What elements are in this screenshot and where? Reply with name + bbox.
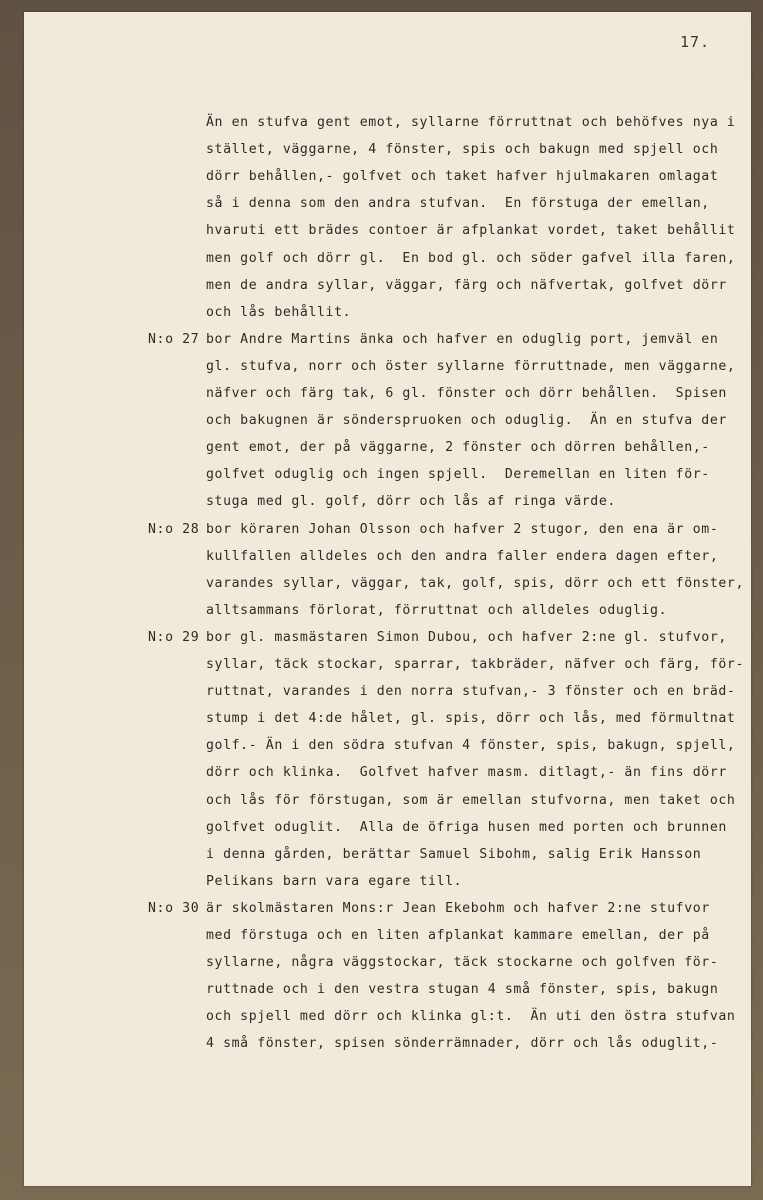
entry-number: N:o 30 — [148, 900, 200, 916]
text-line: och bakugnen är sönderspruoken och oduglig. Än en stufva der — [206, 413, 727, 429]
text-line: syllar, täck stockar, sparrar, takbräder, näfver och färg, för- — [206, 657, 744, 672]
text-line: stället, väggarne, 4 fönster, spis och bakugn med spjell och — [206, 142, 719, 158]
text-line: bor köraren Johan Olsson och hafver 2 stugor, den ena är om- — [206, 521, 719, 537]
text-line: hvaruti ett brädes contoer är afplankat vordet, taket behållit — [206, 223, 736, 239]
text-line: med förstuga och en liten afplankat kammare emellan, der på — [206, 928, 710, 943]
text-line: Än en stufva gent emot, syllarne förruttnat och behöfves nya i — [206, 115, 736, 130]
text-line: golf.- Än i den södra stufvan 4 fönster, spis, bakugn, spjell, — [206, 738, 736, 754]
text-line: dörr behållen,- golfvet och taket hafver hjulmakaren omlagat — [206, 169, 719, 185]
text-line: golfvet oduglit. Alla de öfriga husen med porten och brunnen — [206, 819, 727, 835]
text-line: varandes syllar, väggar, tak, golf, spis, dörr och ett fönster, — [206, 575, 744, 591]
page-number: 17. — [680, 33, 711, 51]
entry-number: N:o 29 — [148, 629, 200, 645]
text-line: men golf och dörr gl. En bod gl. och söder gafvel illa faren, — [206, 250, 736, 266]
text-line: stuga med gl. golf, dörr och lås af ringa värde. — [206, 494, 616, 510]
text-line: stump i det 4:de hålet, gl. spis, dörr och lås, med förmultnat — [206, 711, 736, 727]
text-line: och lås behållit. — [206, 304, 352, 320]
text-line: alltsammans förlorat, förruttnat och alldeles oduglig. — [206, 602, 668, 618]
text-line: gent emot, der på väggarne, 2 fönster och dörren behållen,- — [206, 440, 710, 456]
text-line: golfvet oduglig och ingen spjell. Deremellan en liten för- — [206, 467, 710, 483]
text-line: ruttnade och i den vestra stugan 4 små fönster, spis, bakugn — [206, 982, 719, 998]
text-line: gl. stufva, norr och öster syllarne förruttnade, men väggarne, — [206, 358, 736, 374]
entry-number: N:o 28 — [148, 521, 200, 537]
text-line: och spjell med dörr och klinka gl:t. Än uti den östra stufvan — [206, 1009, 736, 1025]
text-line: näfver och färg tak, 6 gl. fönster och dörr behållen. Spisen — [206, 386, 727, 401]
entry-number: N:o 27 — [148, 331, 200, 347]
text-line: kullfallen alldeles och den andra faller endera dagen efter, — [206, 548, 719, 564]
text-line: 4 små fönster, spisen sönderrämnader, dörr och lås oduglit,- — [206, 1036, 719, 1052]
text-line: är skolmästaren Mons:r Jean Ekebohm och hafver 2:ne stufvor — [206, 900, 710, 916]
text-line: och lås för förstugan, som är emellan stufvorna, men taket och — [206, 792, 736, 808]
text-line: men de andra syllar, väggar, färg och näfvertak, golfvet dörr — [206, 277, 727, 293]
text-line: i denna gården, berättar Samuel Sibohm, salig Erik Hansson — [206, 846, 702, 862]
text-line: bor gl. masmästaren Simon Dubou, och hafver 2:ne gl. stufvor, — [206, 629, 727, 645]
text-line: dörr och klinka. Golfvet hafver masm. ditlagt,- än fins dörr — [206, 765, 727, 781]
text-line: bor Andre Martins änka och hafver en oduglig port, jemväl en — [206, 331, 719, 347]
text-line: ruttnat, varandes i den norra stufvan,- 3 fönster och en bräd- — [206, 684, 736, 700]
text-line: Pelikans barn vara egare till. — [206, 873, 463, 889]
text-line: så i denna som den andra stufvan. En förstuga der emellan, — [206, 196, 710, 212]
text-line: syllarne, några väggstockar, täck stockarne och golfven för- — [206, 955, 719, 971]
